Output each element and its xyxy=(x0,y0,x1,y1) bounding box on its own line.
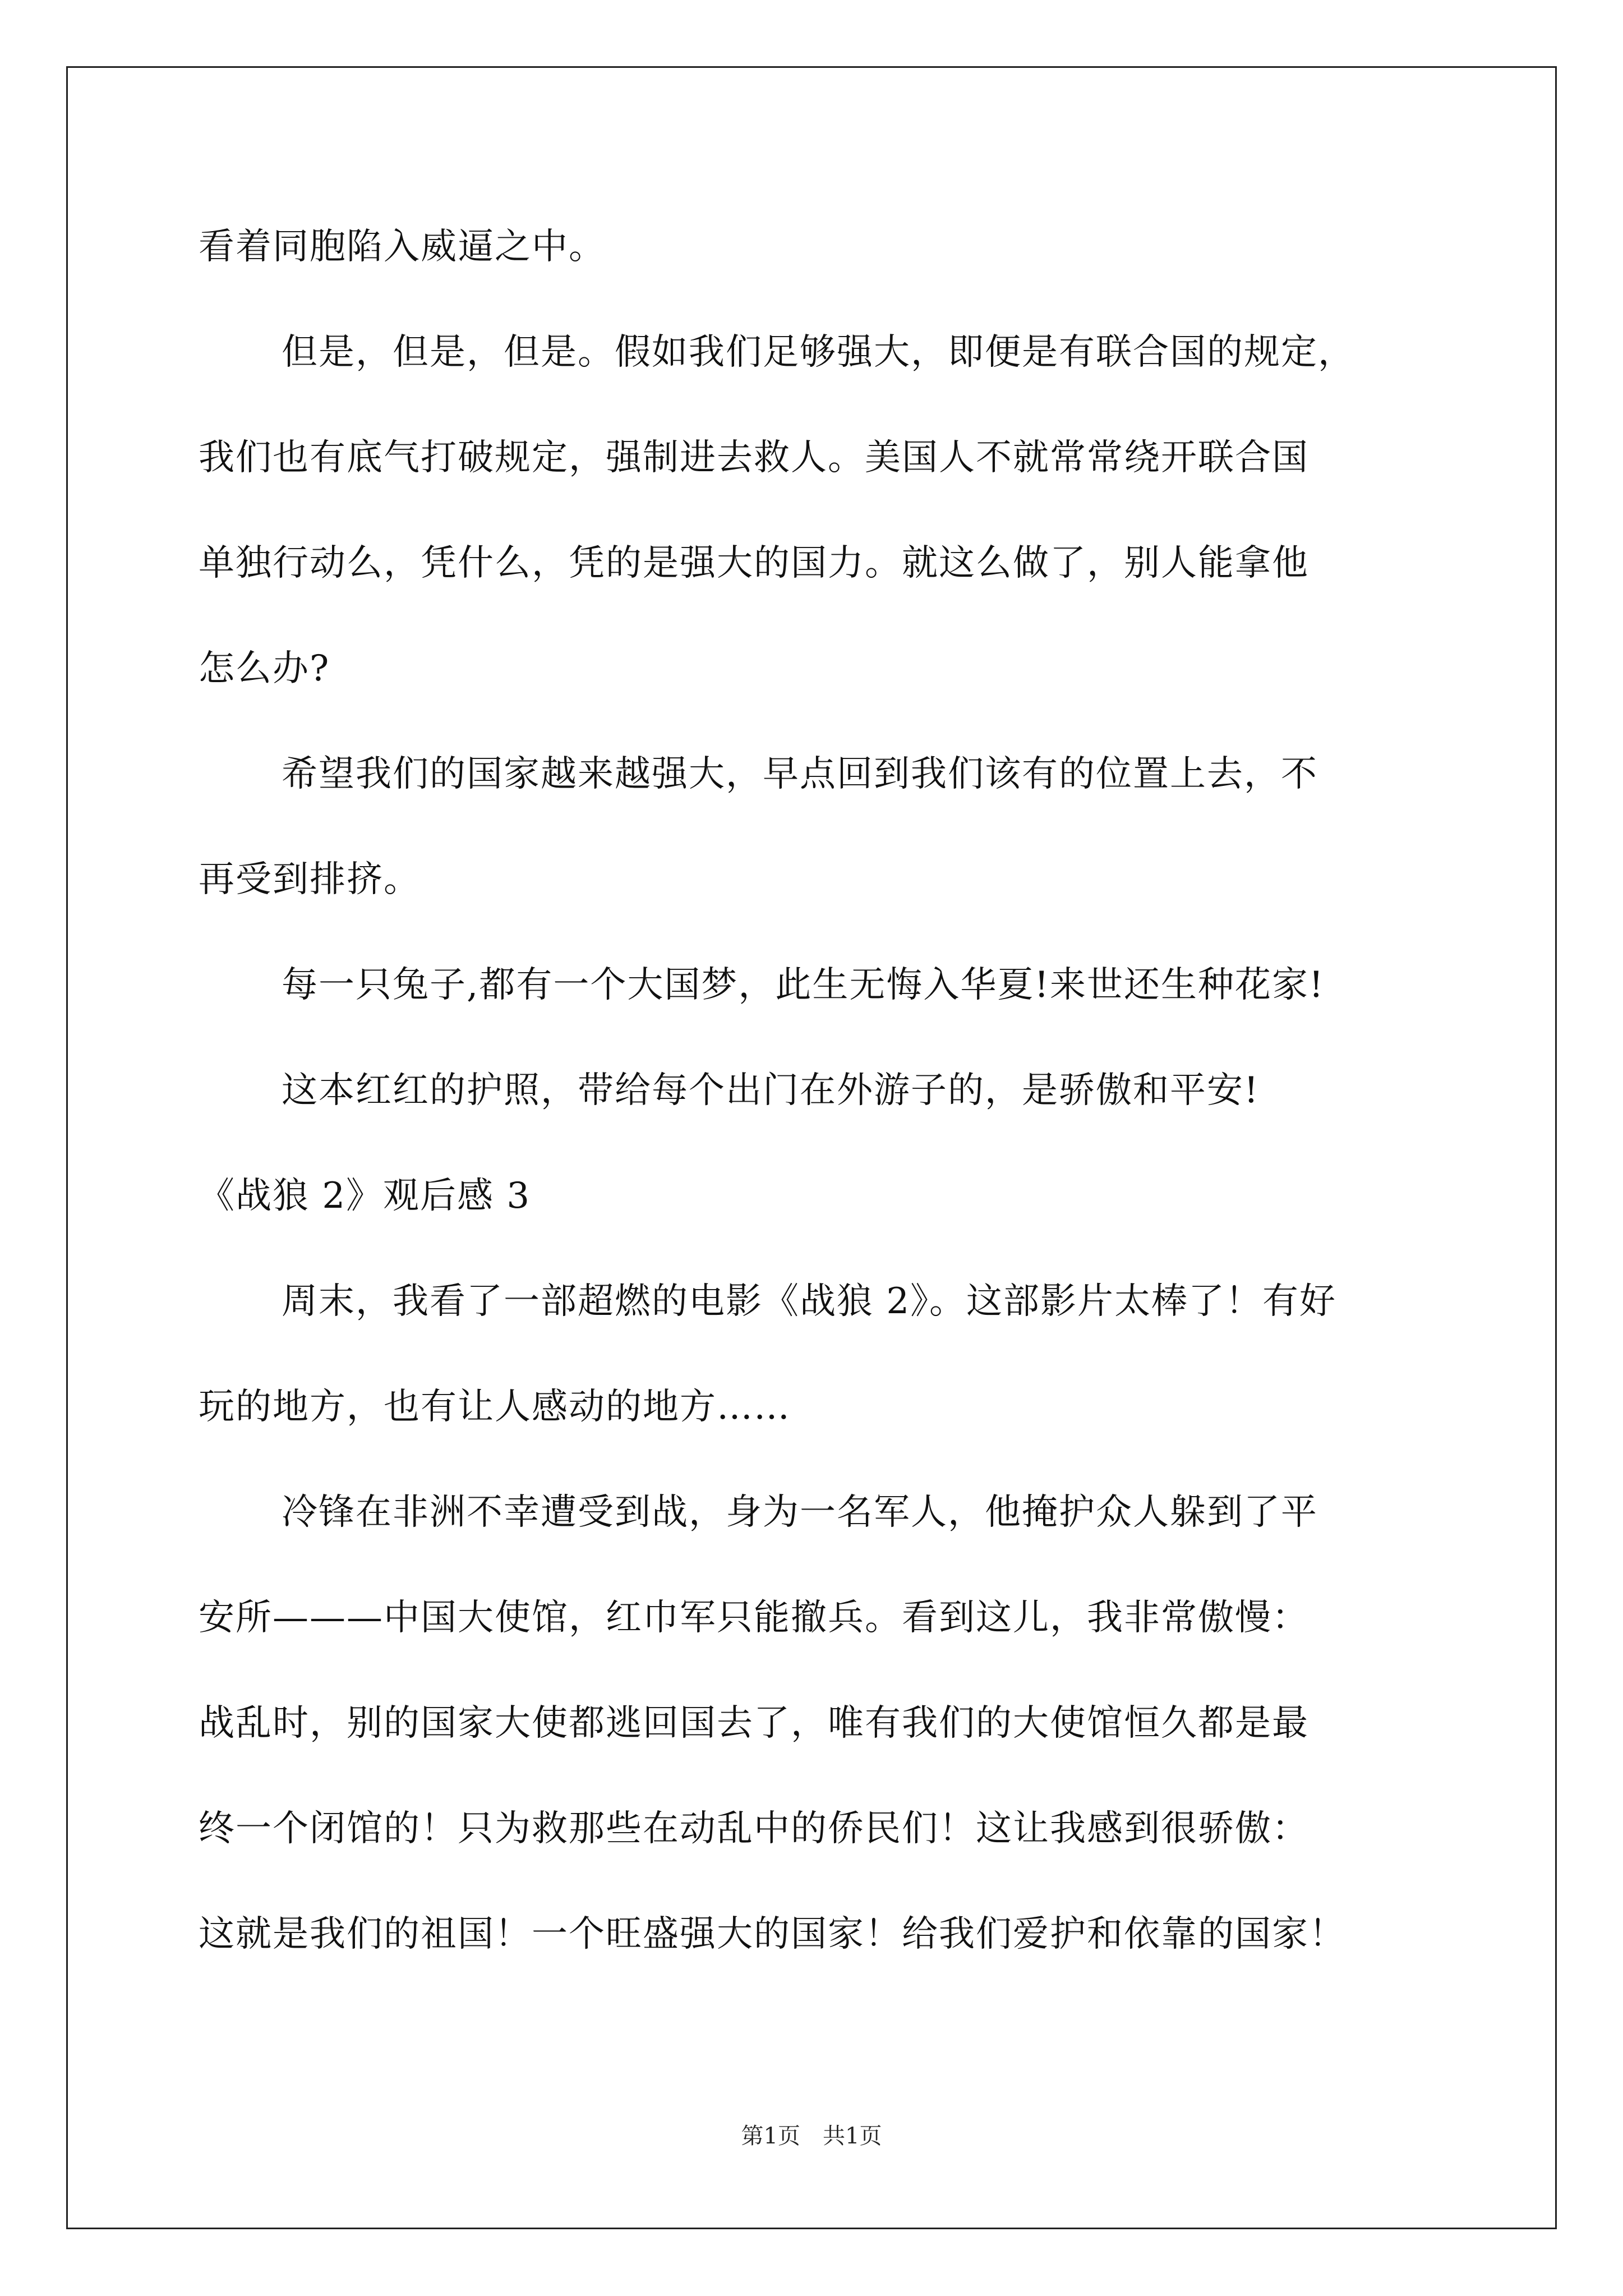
paragraph-start-line: 每一只兔子,都有一个大国梦，此生无悔入华夏!来世还生种花家! xyxy=(282,964,1325,1006)
paragraph-start-line: 但是，但是，但是。假如我们足够强大，即便是有联合国的规定， xyxy=(282,332,1355,373)
text-line: 单独行动么，凭什么，凭的是强大的国力。就这么做了，别人能拿他 xyxy=(199,542,1309,584)
section-heading: 《战狼 2》观后感 3 xyxy=(199,1175,531,1217)
paragraph-start-line: 这本红红的护照，带给每个出门在外游子的，是骄傲和平安! xyxy=(282,1070,1260,1111)
text-line: 看着同胞陷入威逼之中。 xyxy=(199,226,606,268)
text-line: 玩的地方，也有让人感动的地方…… xyxy=(199,1386,791,1428)
paragraph-start-line: 希望我们的国家越来越强大，早点回到我们该有的位置上去，不 xyxy=(282,753,1318,795)
paragraph-start-line: 冷锋在非洲不幸遭受到战，身为一名军人，他掩护众人躲到了平 xyxy=(282,1492,1318,1533)
text-line: 我们也有底气打破规定，强制进去救人。美国人不就常常绕开联合国 xyxy=(199,437,1309,478)
paragraph-start-line: 周末，我看了一部超燃的电影《战狼 2》。这部影片太棒了！有好 xyxy=(282,1281,1337,1322)
page-footer: 第1页 共1页 xyxy=(741,2123,882,2149)
text-line: 战乱时，别的国家大使都逃回国去了，唯有我们的大使馆恒久都是最 xyxy=(199,1703,1309,1744)
text-line: 这就是我们的祖国！一个旺盛强大的国家！给我们爱护和依靠的国家！ xyxy=(199,1913,1346,1955)
text-line: 终一个闭馆的！只为救那些在动乱中的侨民们！这让我感到很骄傲： xyxy=(199,1808,1309,1849)
text-line: 安所———中国大使馆，红巾军只能撤兵。看到这儿，我非常傲慢： xyxy=(199,1597,1309,1639)
text-line: 再受到排挤。 xyxy=(199,859,421,900)
text-line: 怎么办? xyxy=(199,648,330,689)
document-body xyxy=(199,220,1438,2013)
